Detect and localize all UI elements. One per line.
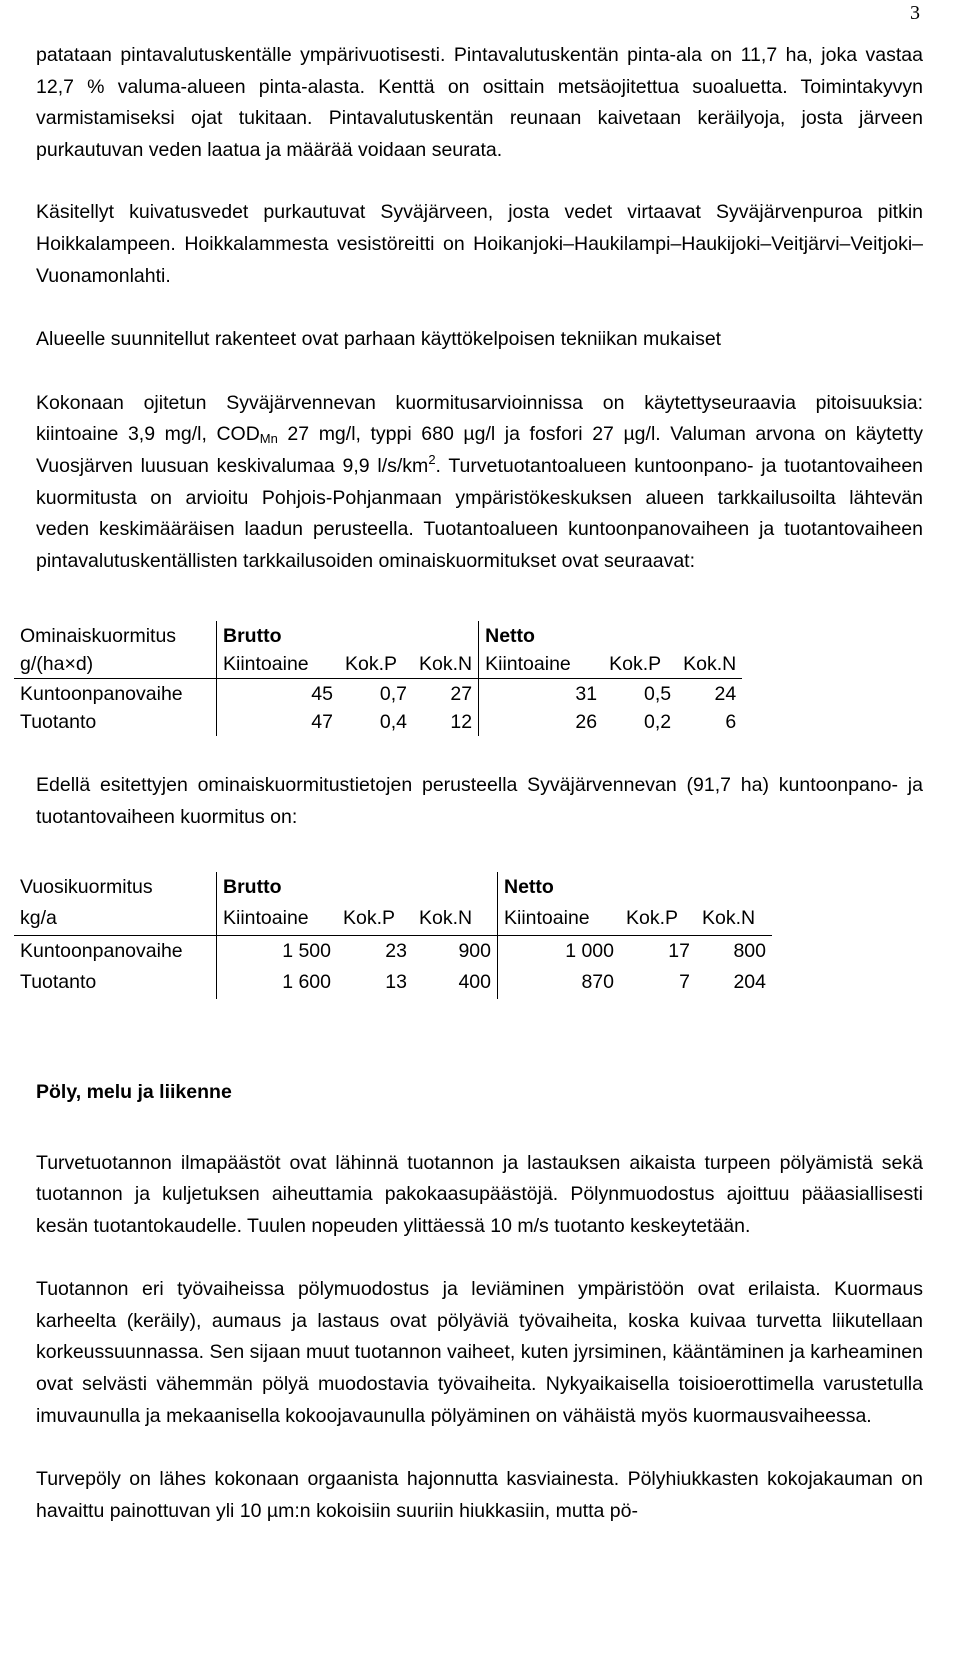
table-cell: Kuntoonpanovaihe [14, 935, 217, 967]
table-cell: 12 [413, 708, 479, 737]
table-cell: 26 [575, 711, 598, 734]
table-cell: 800 [733, 939, 766, 962]
paragraph-peat-dust: Turvepöly on lähes kokonaan orgaanista hajonnutta kasviainesta. Pölyhiukkasten kokojakauman on havaittu painottuvan yli 10 µm:n kokoisiin suuriin hiukkasiin, mutta pö- [36, 1468, 923, 1522]
paragraph-bat-structures: Alueelle suunnitellut rakenteet ovat parhaan käyttökelpoisen tekniikan mukaiset [36, 328, 722, 351]
table-cell: 47 [311, 711, 333, 734]
load-assessment-text-b: 27 mg/l, typpi 680 µg/l ja fosfori 27 µg/l. Valuman arvona on käytetty Vuosjärven luusuan keskivalumaa 9,9 l/s/km [36, 423, 923, 477]
paragraph-air-emissions: Turvetuotannon ilmapäästöt ovat lähinnä tuotannon ja lastauksen aikaista turpeen pölyämistä sekä tuotannon ja kuljetuksen aiheuttamia pakokaasupäästöjä. Pölynmuodostus ajoittuu pääasiallisesti kesän tuotantokaudelle. Tuulen nopeuden ylittäessä 10 m/s tuotanto keskeytetään. [36, 1151, 923, 1237]
paragraph-discharge-route: Käsitellyt kuivatusvedet purkautuvat Syväjärveen, josta vedet virtaavat Syväjärvenpuroa pitkin Hoikkalampeen. Hoikkalammesta vesistöreitti on Hoikanjoki–Haukilampi–Haukijoki–Veitjärvi–Veitjoki–Vuonamonlahti. [36, 201, 923, 287]
table-header-cell: Kok.N [413, 903, 498, 935]
cod-subscript: Mn [259, 431, 278, 447]
table-cell: 17 [668, 939, 690, 962]
table-subheader-row [14, 650, 742, 679]
table-cell: 6 [725, 711, 737, 734]
table-cell: 0,7 [379, 682, 407, 705]
table-cell: 13 [385, 971, 407, 994]
paragraph-surface-runoff-field: patataan pintavalutuskentälle ympärivuotisesti. Pintavalutuskentän pinta-ala on 11,7 ha, joka vastaa 12,7 % valuma-alueen pinta-alasta. Kenttä on osittain metsäojitettua suoaluetta. Toimintakyvyn varmistamiseksi ojat tukitaan. Pintavalutuskentän reunaan kaivetaan keräilyoja, josta järveen purkautuvan veden laatua ja määrää voidaan seurata. [36, 44, 923, 161]
table-header-cell: kg/a [14, 903, 217, 935]
paragraph-annual-load-intro: Edellä esitettyjen ominaiskuormitustietojen perusteella Syväjärvennevan (91,7 ha) kuntoonpano- ja tuotantovaiheen kuormitus on: [36, 774, 923, 828]
table-header-cell: Kok.N [677, 650, 742, 679]
table-header-cell [337, 872, 413, 904]
table-header-cell: Kok.P [603, 650, 677, 679]
table-cell: 870 [581, 971, 614, 994]
table-cell: 204 [733, 971, 766, 994]
specific-load-table [14, 621, 742, 736]
table-cell: 400 [413, 967, 498, 999]
table-row [14, 708, 742, 737]
annual-load-table [14, 872, 772, 999]
table-cell: 900 [413, 935, 498, 967]
table-cell: 1 000 [565, 939, 614, 962]
table-row [14, 679, 742, 708]
table-header-cell: Kok.P [337, 903, 413, 935]
document-body [20, 40, 924, 1527]
paragraph-dust-work-phases: Tuotannon eri työvaiheissa pölymuodostus ja leviäminen ympäristöön ovat erilaista. Kuormaus karheelta (keräily), aumaus ja lastaus ovat pölyäviä työvaiheita, koska kuivaa turvetta liikutellaan korkeussuunnassa. Sen sijaan muut tuotannon vaiheet, kuten jyrsiminen, kääntäminen ja karheaminen ovat selvästi vähemmän pölyä muodostavia työvaiheita. Nykyaikaisella toisioerottimella varustetulla imuvaunulla ja mekaanisella kokoojavaunulla pölyäminen on vähäistä myös kuormausvaiheessa. [36, 1278, 923, 1427]
table-row [14, 935, 772, 967]
table-header-row [14, 872, 772, 904]
table-header-row [14, 621, 742, 650]
km2-superscript: 2 [428, 451, 436, 467]
table-header-cell: Netto [485, 624, 535, 647]
paragraph-load-assessment [36, 388, 923, 578]
table-cell: 24 [714, 682, 737, 705]
table-header-cell: Kok.N [696, 903, 772, 935]
table-header-cell: Kiintoaine [498, 903, 621, 935]
table-header-cell: Kok.N [413, 650, 479, 679]
table-header-cell: Kiintoaine [479, 650, 604, 679]
table-header-cell: Kok.P [620, 903, 696, 935]
table-header-cell: Vuosikuormitus [14, 872, 217, 904]
table-cell: 0,2 [644, 711, 672, 734]
table-header-cell [339, 621, 413, 650]
section-heading: Pöly, melu ja liikenne [36, 1080, 232, 1103]
table-header-cell: Kiintoaine [217, 903, 338, 935]
load-assessment-text-a: Kokonaan ojitetun Syväjärvennevan kuormitusarvioinnissa on käytettyseuraavia pitoisuuksia: kiintoaine 3,9 mg/l, COD [36, 391, 923, 446]
table-header-cell [620, 872, 696, 904]
table-cell: Kuntoonpanovaihe [14, 679, 217, 708]
table-cell: 23 [385, 939, 407, 962]
table-header-cell [603, 621, 677, 650]
table-header-cell: g/(ha×d) [14, 650, 217, 679]
table-header-cell [696, 872, 772, 904]
table-cell: 1 500 [282, 939, 331, 962]
page-number: 3 [910, 2, 920, 24]
table-header-cell: Kiintoaine [217, 650, 340, 679]
table-header-cell [677, 621, 742, 650]
load-assessment-text-c: . Turvetuotantoalueen kuntoonpano- ja tuotantovaiheen kuormitusta on arvioitu Pohjois-Pohjanmaan ympäristökeskuksen alueen tarkkailusoilta lähtevän veden keskimääräisen laadun perusteella. Tuotantoalueen kuntoonpanovaiheen ja tuotantovaiheen pintavalutuskentällisten tarkkailusoiden ominaiskuormitukset ovat seuraavat: [36, 454, 924, 572]
table-header-cell: Kok.P [339, 650, 413, 679]
table-header-cell: Brutto [223, 624, 282, 647]
table-cell: 0,5 [644, 682, 672, 705]
table-cell: Tuotanto [14, 708, 217, 737]
table-subheader-row [14, 903, 772, 935]
table-cell: 0,4 [379, 711, 407, 734]
table-cell: 45 [311, 682, 333, 705]
table-header-cell: Netto [504, 875, 554, 898]
table-cell: 7 [679, 971, 690, 994]
table-row [14, 967, 772, 999]
table-cell: 31 [575, 682, 598, 705]
table-cell: 27 [413, 679, 479, 708]
table-header-cell [413, 872, 498, 904]
table-header-cell: Ominaiskuormitus [14, 621, 217, 650]
table-header-cell: Brutto [223, 875, 282, 898]
table-cell: 1 600 [282, 971, 331, 994]
table-header-cell [413, 621, 479, 650]
table-cell: Tuotanto [14, 967, 217, 999]
